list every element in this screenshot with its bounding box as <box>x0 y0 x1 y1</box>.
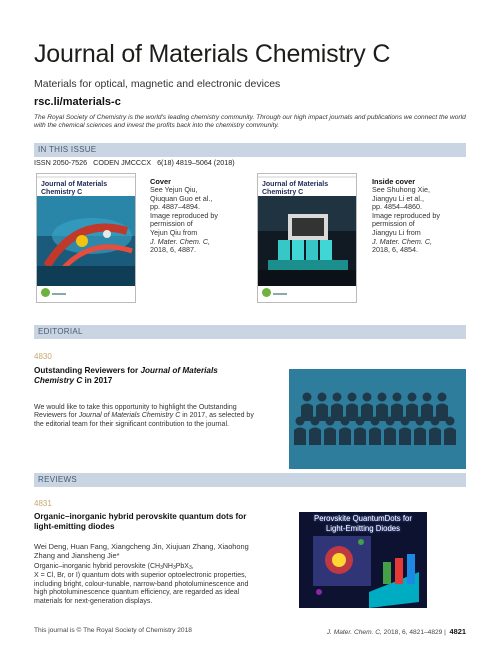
abstract-text: Organic–inorganic hybrid perovskite (CH <box>34 563 161 570</box>
abstract-text: , <box>191 563 194 570</box>
cover-strip <box>258 176 356 178</box>
reviewer-silhouette-head <box>303 393 312 402</box>
reviewer-silhouette-head <box>401 417 410 426</box>
cover-caption-line: Qiuquan Guo et al., <box>150 193 213 203</box>
footer-copyright: This journal is © The Royal Society of Chemistry 2018 <box>34 627 192 634</box>
inside-cover-caption-line: Jiangyu Li from <box>372 227 421 237</box>
inside-cover-caption-journal: J. Mater. Chem. C, <box>372 236 433 246</box>
reviewer-silhouette-head <box>363 393 372 402</box>
cover-caption-line: permission of <box>150 219 193 229</box>
reviewer-silhouette-head <box>408 393 417 402</box>
editorial-text-suffix: in 2017, as selected by the editorial team for their significant contribution to the journal. <box>34 412 254 428</box>
section-bar-in-this-issue <box>34 143 466 157</box>
inside-cover-caption-title: Inside cover <box>372 177 416 186</box>
abstract-text: PbX <box>175 563 189 570</box>
inside-cover-caption-line: See Shuhong Xie, <box>372 185 430 194</box>
reviewer-silhouette-head <box>371 417 380 426</box>
cover-journal-name: Journal of Materials Chemistry C <box>262 181 329 196</box>
review-figure-caption <box>299 514 427 533</box>
reviewer-silhouette-body <box>444 428 456 446</box>
reviewer-silhouette-head <box>386 417 395 426</box>
reviewer-silhouette-head <box>341 417 350 426</box>
reviewer-silhouette-head <box>348 393 357 402</box>
cover-image[interactable] <box>36 173 136 303</box>
reviewer-silhouette-head <box>431 417 440 426</box>
cover-artwork <box>37 196 136 286</box>
reviewer-silhouette-head <box>333 393 342 402</box>
inside-cover-caption-line: Jiangyu Li et al., <box>372 193 424 203</box>
reviewer-silhouette-body <box>399 428 411 446</box>
inside-cover-caption-line: pp. 4854–4860. <box>372 202 422 212</box>
reviewer-silhouette-head <box>446 417 455 426</box>
review-abstract <box>34 563 259 606</box>
editorial-figure-reviewers <box>289 369 466 469</box>
editorial-title[interactable] <box>34 366 249 386</box>
rsc-wordmark <box>273 293 287 295</box>
reviewer-silhouette-head <box>311 417 320 426</box>
reviewer-silhouette-body <box>429 428 441 446</box>
footer-pages: 2018, 6, 4821–4829 | <box>381 629 446 636</box>
reviewer-silhouette-body <box>309 428 321 446</box>
journal-title: Journal of Materials Chemistry C <box>34 40 391 68</box>
section-label: REVIEWS <box>38 475 77 484</box>
reviewer-silhouette-head <box>378 393 387 402</box>
inside-cover-image[interactable] <box>257 173 357 303</box>
reviewer-silhouette-body <box>369 428 381 446</box>
cover-caption <box>150 177 235 255</box>
cover-caption-journal: J. Mater. Chem. C, <box>150 236 211 246</box>
reviewer-silhouette-body <box>354 428 366 446</box>
cover-journal-name: Journal of Materials Chemistry C <box>41 181 108 196</box>
issn: ISSN 2050-7526 <box>34 158 88 167</box>
reviewer-silhouette-body <box>414 428 426 446</box>
section-label: EDITORIAL <box>38 327 83 336</box>
volume-pages: 6(18) 4819–5064 (2018) <box>157 158 235 167</box>
reviewer-silhouette-head <box>416 417 425 426</box>
cover-caption-line: Yejun Qiu from <box>150 227 198 237</box>
review-figure <box>299 512 427 608</box>
reviewer-silhouette-head <box>423 393 432 402</box>
abstract-subscript: 3 <box>188 565 192 571</box>
cover-caption-line: pp. 4887–4894. <box>150 202 200 212</box>
review-page-number[interactable]: 4831 <box>34 499 52 508</box>
section-bar-editorial <box>34 325 466 339</box>
reviewer-silhouette-head <box>296 417 305 426</box>
cover-caption-line: See Yejun Qiu, <box>150 185 198 194</box>
reviewer-silhouette-body <box>384 428 396 446</box>
abstract-text: X = Cl, Br, or I) quantum dots with superior optoelectronic properties, including bright, colour-tunable, narrow-band photoluminescence and high photoluminescence quantum efficiency, are regarded as ideal materials for next-generation displays. <box>34 572 249 605</box>
coden: CODEN JMCCCX <box>93 158 152 167</box>
inside-cover-caption <box>372 177 462 255</box>
abstract-subscript: 3 <box>172 565 176 571</box>
reviewer-silhouette-head <box>356 417 365 426</box>
footer-journal: J. Mater. Chem. C, <box>326 629 382 636</box>
reviewer-silhouette-head <box>393 393 402 402</box>
editorial-title-journal: Journal of Materials Chemistry C <box>34 366 218 385</box>
abstract-text: NH <box>162 563 173 570</box>
reviewer-silhouette-head <box>318 393 327 402</box>
rsc-wordmark <box>52 293 66 295</box>
cover-caption-line: Image reproduced by <box>150 210 218 220</box>
reviewer-silhouette-body <box>294 428 306 446</box>
cover-strip <box>37 176 135 178</box>
abstract-subscript: 3 <box>160 565 163 571</box>
editorial-title-suffix: in 2017 <box>82 376 113 385</box>
section-bar-reviews <box>34 473 466 487</box>
review-authors: Wei Deng, Huan Fang, Xiangcheng Jin, Xiujuan Zhang, Xiaohong Zhang and Jiansheng Jie* <box>34 542 249 561</box>
journal-subtitle: Materials for optical, magnetic and electronic devices <box>34 78 281 90</box>
reviewer-silhouette-body <box>339 428 351 446</box>
editorial-text-journal: Journal of Materials Chemistry C <box>78 412 181 420</box>
editorial-text-prefix: We would like to take this opportunity to highlight the Outstanding Reviewers for <box>34 404 237 420</box>
inside-cover-caption-line: permission of <box>372 219 415 229</box>
footer-page-number: 4821 <box>449 627 466 636</box>
review-title[interactable]: Organic–inorganic hybrid perovskite quantum dots for light-emitting diodes <box>34 512 247 531</box>
editorial-page-number[interactable]: 4830 <box>34 352 52 361</box>
issue-identifiers <box>34 158 235 167</box>
inside-cover-caption-citation: 2018, 6, 4854. <box>372 245 418 255</box>
rsc-blurb: The Royal Society of Chemistry is the world's leading chemistry community. Through our high impact journals and publications we connect the world with the chemical sciences and invest the profits back into the chemistry community. <box>34 114 466 130</box>
inside-cover-caption-line: Image reproduced by <box>372 210 440 220</box>
reviewer-silhouette-body <box>324 428 336 446</box>
reviewer-silhouette-head <box>438 393 447 402</box>
inside-cover-artwork <box>258 196 357 286</box>
rsc-logo-icon <box>262 288 271 297</box>
journal-url[interactable]: rsc.li/materials-c <box>34 96 121 108</box>
editorial-text <box>34 404 254 429</box>
section-label: IN THIS ISSUE <box>38 145 97 154</box>
review-figure-title-line: Light-Emitting Diodes <box>325 523 401 533</box>
editorial-title-prefix: Outstanding Reviewers for <box>34 366 141 375</box>
cover-caption-citation: 2018, 6, 4887. <box>150 245 196 255</box>
footer-citation <box>327 627 466 636</box>
reviewer-silhouette-head <box>326 417 335 426</box>
review-figure-title-line: Perovskite QuantumDots for <box>314 514 412 523</box>
cover-caption-title: Cover <box>150 177 171 186</box>
rsc-logo-icon <box>41 288 50 297</box>
